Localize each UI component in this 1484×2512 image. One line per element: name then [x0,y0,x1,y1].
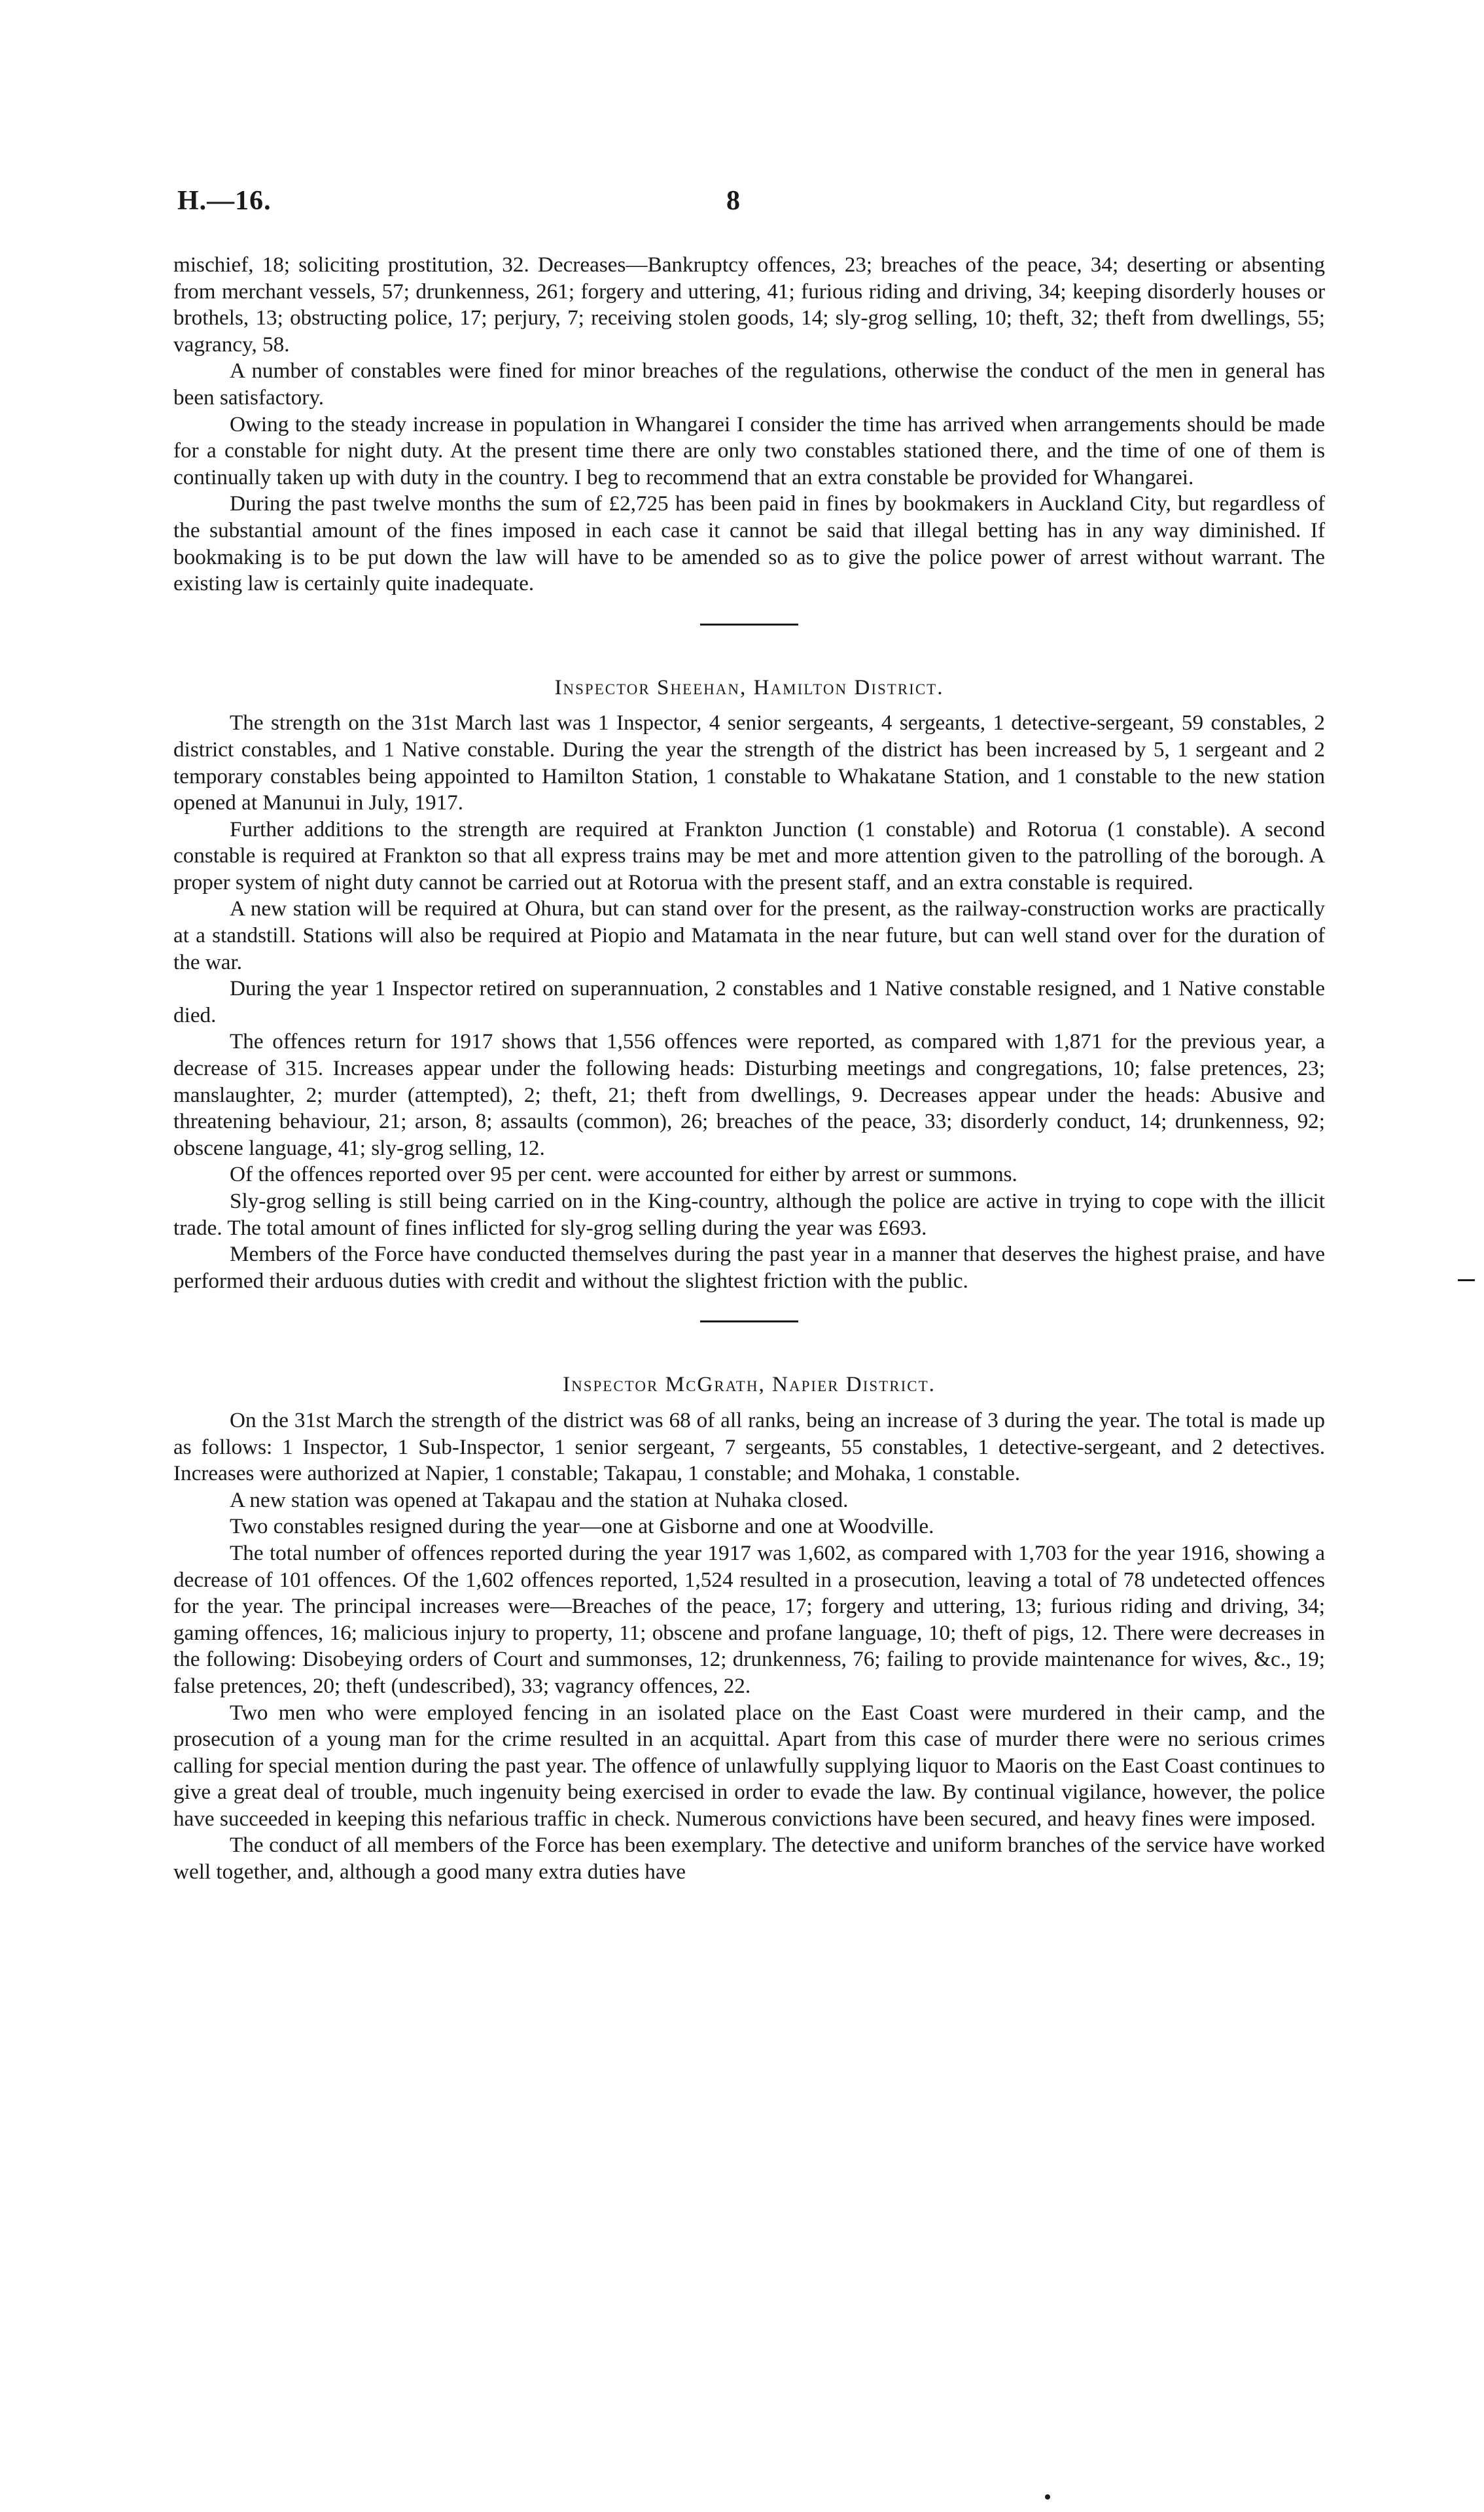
paragraph: Owing to the steady increase in population in Whangarei I consider the time has arrived when arrangements should be made for a constable for night duty. At the present time there are only two constables stationed there, and the time of one of them is continually taken up with duty in the country. I beg to recommend that an extra constable be provided for Whangarei. [173,412,1325,489]
paragraph: During the past twelve months the sum of £2,725 has been paid in fines by bookmakers in Auckland City, but regardless of the substantial amount of the fines imposed in each case it cannot be said that illegal betting has in any way diminished. If bookmaking is to be put down the law will have to be amended so as to give the police power of arrest without warrant. The existing law is certainly quite inadequate. [173,491,1325,596]
section-heading-hamilton: Inspector Sheehan, Hamilton District. [554,675,944,699]
paragraph: Further additions to the strength are required at Frankton Junction (1 constable) and Rotorua (1 constable). A second constable is required at Frankton so that all express trains may be met and more attention given to the patrolling of the borough. A proper system of night duty cannot be carried out at Rotorua with the present staff, and an extra constable is required. [173,817,1325,894]
paragraph: The strength on the 31st March last was 1 Inspector, 4 senior sergeants, 4 sergeants, 1 detective-sergeant, 59 constables, 2 district constables, and 1 Native constable. During the year the strength of the district has been increased by 5, 1 sergeant and 2 temporary constables being appointed to Hamilton Station, 1 constable to Whakatane Station, and 1 constable to the new station opened at Manunui in July, 1917. [173,711,1325,815]
paragraph: During the year 1 Inspector retired on superannuation, 2 constables and 1 Native constable resigned, and 1 Native constable died. [173,976,1325,1027]
ink-dot [1045,2494,1050,2500]
document-reference: H.—16. [177,186,272,216]
paragraph: The total number of offences reported during the year 1917 was 1,602, as compared with 1,703 for the year 1916, showing a decrease of 101 offences. Of the 1,602 offences reported, 1,524 resulted in a prosecution, leaving a total of 78 undetected offences for the year. The principal increases were—Breaches of the peace, 17; forgery and uttering, 13; furious riding and driving, 34; gaming offences, 16; malicious injury to property, 11; obscene and profane language, 10; theft of pigs, 12. There were decreases in the following: Disobeying orders of Court and summonses, 12; drunkenness, 76; failing to provide maintenance for wives, &c., 19; false pretences, 20; theft (undescribed), 33; vagrancy offences, 22. [173,1540,1325,1698]
paragraph-continued: mischief, 18; soliciting prostitution, 32. Decreases—Bankruptcy offences, 23; breaches of the peace, 34; deserting or absenting from merchant vessels, 57; drunkenness, 261; forgery and uttering, 41; furious riding and driving, 34; keeping disorderly houses or brothels, 13; obstructing police, 17; perjury, 7; receiving stolen goods, 14; sly-grog selling, 10; theft, 32; theft from dwellings, 55; vagrancy, 58. [173,253,1325,357]
paragraph: Two men who were employed fencing in an isolated place on the East Coast were murdered in their camp, and the prosecution of a young man for the crime resulted in an acquittal. Apart from this case of murder there were no serious crimes calling for special mention during the past year. The offence of unlawfully supplying liquor to Maoris on the East Coast continues to give a great deal of trouble, much ingenuity being exercised in order to evade the law. By continual vigilance, however, the police have succeeded in keeping this nefarious traffic in check. Numerous convictions have been secured, and heavy fines were imposed. [173,1700,1325,1831]
paragraph: Sly-grog selling is still being carried on in the King-country, although the police are active in trying to cope with the illicit trade. The total amount of fines inflicted for sly-grog selling during the year was £693. [173,1189,1325,1240]
paragraph: Of the offences reported over 95 per cent. were accounted for either by arrest or summons. [230,1162,1017,1187]
paragraph: Two constables resigned during the year—one at Gisborne and one at Woodville. [230,1514,934,1539]
document-body [173,252,1325,1886]
paragraph: The conduct of all members of the Force has been exemplary. The detective and uniform branches of the service have worked well together, and, although a good many extra duties have [173,1833,1325,1884]
paragraph: A number of constables were fined for minor breaches of the regulations, otherwise the conduct of the men in general has been satisfactory. [173,359,1325,410]
page-number: 8 [726,186,740,216]
margin-mark [1458,1279,1475,1281]
paragraph: The offences return for 1917 shows that 1,556 offences were reported, as compared with 1,871 for the previous year, a decrease of 315. Increases appear under the following heads: Disturbing meetings and congregations, 10; false pretences, 23; manslaughter, 2; murder (attempted), 2; theft, 21; theft from dwellings, 9. Decreases appear under the heads: Abusive and threatening behaviour, 21; arson, 8; assaults (common), 26; breaches of the peace, 33; disorderly conduct, 14; drunkenness, 92; obscene language, 41; sly-grog selling, 12. [173,1029,1325,1160]
paragraph: A new station was opened at Takapau and the station at Nuhaka closed. [230,1487,849,1512]
paragraph: A new station will be required at Ohura, but can stand over for the present, as the railway-construction works are practically at a standstill. Stations will also be required at Piopio and Matamata in the near future, but can well stand over for the duration of the war. [173,896,1325,974]
paragraph: Members of the Force have conducted themselves during the past year in a manner that deserves the highest praise, and have performed their arduous duties with credit and without the slightest friction with the public. [173,1242,1325,1293]
paragraph: On the 31st March the strength of the district was 68 of all ranks, being an increase of 3 during the year. The total is made up as follows: 1 Inspector, 1 Sub-Inspector, 1 senior sergeant, 7 sergeants, 55 constables, 1 detective-sergeant, and 2 detectives. Increases were authorized at Napier, 1 constable; Takapau, 1 constable; and Mohaka, 1 constable. [173,1407,1325,1486]
section-heading-napier: Inspector McGrath, Napier District. [563,1372,936,1397]
